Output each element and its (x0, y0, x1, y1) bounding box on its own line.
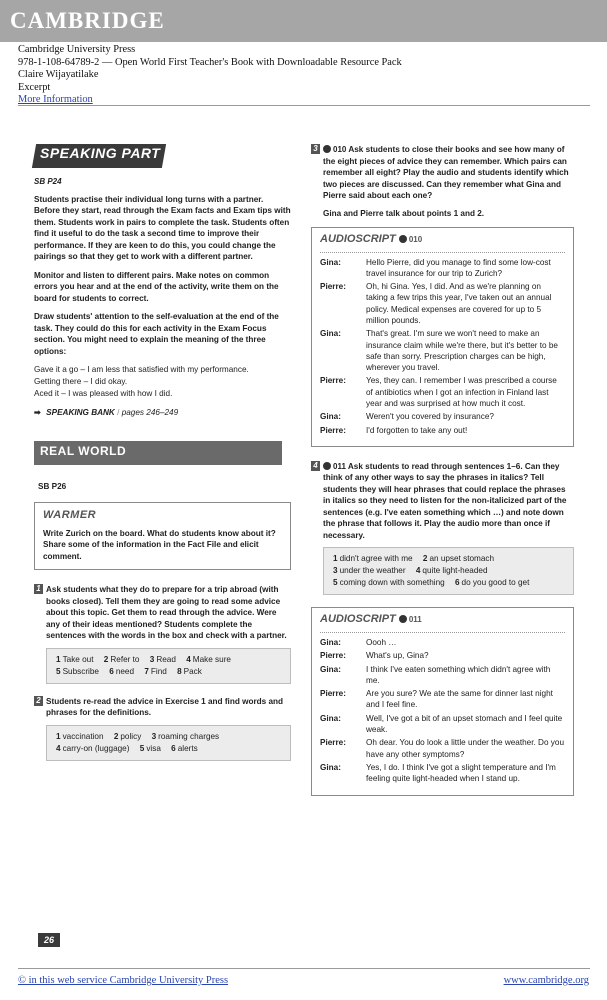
answer-item: Subscribe (62, 666, 99, 676)
track-number: 010 (408, 235, 423, 244)
right-column (311, 144, 574, 810)
answer-item: alerts (177, 743, 198, 753)
script-line: Gina: That's great. I'm sure we won't need to make an insurance claim while we're there, but it's better to be safe than sorry. Prescription charges can be high, wherever you travel. (320, 329, 558, 373)
realworld-ref: SB P26 (38, 481, 67, 491)
track-number: 010 (333, 145, 347, 154)
speaking-paragraph-3: Draw students' attention to the self-evaluation at the end of the task. They could do this for each activity in the Exam Focus section. You might need to explain the meaning of the three options: (34, 312, 279, 356)
script-line: Gina: Well, I've got a bit of an upset stomach and I feel quite weak. (320, 713, 563, 735)
answer-item: Find (150, 666, 167, 676)
answer-item: Make sure (192, 654, 231, 664)
bank-pages: pages 246–249 (121, 408, 179, 417)
audio-icon (323, 462, 331, 470)
answer-item: Pack (183, 666, 202, 676)
copyright-link[interactable]: © in this web service Cambridge University Press (18, 975, 229, 986)
exercise-1-answers: 1 Take out 2 Refer to 3 Read 4 Make sure 5 Subscribe 6 need 7 Find 8 Pack (46, 648, 291, 684)
speaking-paragraph-1: Students practise their individual long turns with a partner. Before they start, read through the Exam facts and Exam tips with them. Students work in pairs to complete the task. Students often find it useful to do the task a second time to improve their performance. If they are keen to do this, you could change the pairings so that they get to work with a different partner. (34, 194, 291, 261)
track-number: 011 (333, 461, 346, 471)
exercise-4-answers: 1 didn't agree with me 2 an upset stomach 3 under the weather 4 quite light-headed 5 coming down with something 6 do you good to get (323, 547, 574, 595)
speaking-ref: SB P24 (34, 177, 62, 186)
exercise-2-text: Students re-read the advice in Exercise 1 and find words and phrases for the definitions. (46, 696, 284, 717)
exercise-number: 1 (34, 584, 43, 594)
exercise-3-text: 010 Ask students to close their books and see how many of the eight pieces of advice they can remember. Which pairs can remember all eight? Play the audio and students identify which two pieces are discussed. Can they remember what Gina and Pierre said about each one? (323, 145, 569, 200)
self-evaluation-options (34, 364, 291, 400)
answer-item: carry-on (luggage) (62, 743, 130, 753)
answer-item: Take out (62, 654, 94, 664)
exercise-number: 3 (311, 144, 320, 154)
script-line: Gina: I think I've eaten something which didn't agree with me. (320, 664, 551, 685)
script-line: Pierre: Oh dear. You do look a little under the weather. Do you have any other symptoms? (320, 738, 565, 759)
speaking-bank-label: SPEAKING BANK (46, 408, 115, 417)
track-number: 011 (408, 615, 422, 625)
cambridge-website-link[interactable]: www.cambridge.org (503, 975, 589, 986)
arrow-icon: ➡ (34, 408, 41, 417)
script-line: Pierre: Oh, hi Gina. Yes, I did. And as we're planning on taking a few trips this year, I've taken out an annual policy. Medical expenses are covered for up to 5 million pounds. (320, 282, 552, 325)
realworld-title: REAL WORLD (40, 443, 127, 458)
left-column (34, 144, 291, 773)
exercise-4-text: 011 Ask students to read through sentences 1–6. Can they think of any other ways to say the phrases in italics? Tell students they will hear phrases that could replace the phrases in italics so they need to listen for the non-italicized part of the sentences (e.g. I've eaten something which …) and note down the phrase that follows it. Play the audio more than once if necessary. (323, 461, 567, 540)
script-line: Pierre: What's up, Gina? (320, 651, 429, 661)
exercise-4 (311, 461, 574, 542)
exercise-3-answer: Gina and Pierre talk about points 1 and 2. (323, 208, 485, 218)
exercise-1 (34, 584, 291, 642)
page-number: 26 (38, 933, 60, 947)
script-line: Pierre: Are you sure? We ate the same for dinner last night and I feel fine. (320, 689, 553, 710)
script-line: Gina: Oooh … (320, 637, 397, 647)
answer-item: under the weather (339, 566, 406, 576)
warmer-text: Write Zurich on the board. What do students know about it? Share some of the information in the Fact File and elicit comment. (43, 528, 276, 561)
exercise-2-answers: 1 vaccination 2 policy 3 roaming charges 4 carry-on (luggage) 5 visa 6 alerts (46, 725, 291, 761)
header-banner (0, 0, 607, 42)
realworld-heading (34, 441, 291, 467)
answer-item: need (115, 666, 135, 676)
answer-item: Refer to (110, 654, 140, 664)
bank-separator: / (117, 408, 120, 417)
author: Claire Wijayatilake (18, 69, 99, 81)
excerpt-label: Excerpt (18, 81, 51, 93)
audioscript-title: AUDIOSCRIPT 011 (320, 613, 422, 626)
answer-item: didn't agree with me (339, 554, 413, 564)
answer-item: coming down with something (339, 578, 445, 588)
isbn-title: 978-1-108-64789-2 — Open World First Teacher's Book with Downloadable Resource Pack (18, 56, 402, 68)
speaking-paragraph-2: Monitor and listen to different pairs. Make notes on common errors you hear and at the end of the activity, write them on the board for students to correct. (34, 270, 279, 303)
answer-item: Read (156, 654, 176, 664)
audio-icon (399, 615, 407, 623)
header-rule (18, 105, 590, 106)
answer-item: policy (120, 731, 142, 741)
publisher: Cambridge University Press (18, 44, 136, 55)
option-item: Getting there – I did okay. (34, 377, 128, 386)
exercise-number: 2 (34, 696, 43, 706)
answer-item: an upset stomach (429, 554, 495, 564)
script-line: Gina: Weren't you covered by insurance? (320, 412, 494, 422)
more-information-link[interactable]: More Information (18, 94, 93, 106)
warmer-title: WARMER (43, 509, 97, 521)
answer-item: quite light-headed (422, 566, 488, 576)
audio-icon (399, 235, 407, 243)
cambridge-logo: CAMBRIDGE (10, 8, 165, 33)
script-line: Pierre: Yes, they can. I remember I was prescribed a course of antibiotics when I got an infection in Finland last year and was surprised at how much it cost. (320, 376, 557, 409)
exercise-3 (311, 144, 574, 202)
audioscript-010 (311, 227, 574, 447)
exercise-1-text: Ask students what they do to prepare for a trip abroad (with books closed). Tell them they are going to read some advice about this topic. Get them to read through the advice. Were any of their ideas mentioned? Students complete the sentences with the words in the box and check with a partner. (46, 585, 287, 640)
script-line: Gina: Hello Pierre, did you manage to find some low-cost travel insurance for our trip to Zurich? (320, 257, 551, 278)
answer-item: roaming charges (158, 731, 220, 741)
answer-item: visa (146, 743, 161, 753)
script-line: Gina: Yes, I do. I think I've got a slight temperature and I'm feeling quite light-headed when I stand up. (320, 762, 556, 784)
footer-rule (18, 968, 590, 969)
speaking-title: SPEAKING PART 2 (40, 145, 174, 161)
option-item: Aced it – I was pleased with how I did. (34, 389, 173, 398)
audioscript-011 (311, 607, 574, 795)
answer-item: vaccination (62, 731, 104, 741)
speaking-bank-ref (34, 407, 291, 419)
audioscript-title: AUDIOSCRIPT 010 (320, 233, 423, 245)
exercise-2 (34, 696, 291, 719)
option-item: Gave it a go – I am less that satisfied with my performance. (34, 365, 249, 374)
warmer-box (34, 502, 291, 570)
audio-icon (323, 145, 331, 153)
answer-item: do you good to get (461, 578, 530, 588)
exercise-number: 4 (311, 461, 320, 471)
publication-info (18, 44, 402, 107)
speaking-heading (34, 144, 291, 170)
script-line: Pierre: I'd forgotten to take any out! (320, 425, 468, 435)
